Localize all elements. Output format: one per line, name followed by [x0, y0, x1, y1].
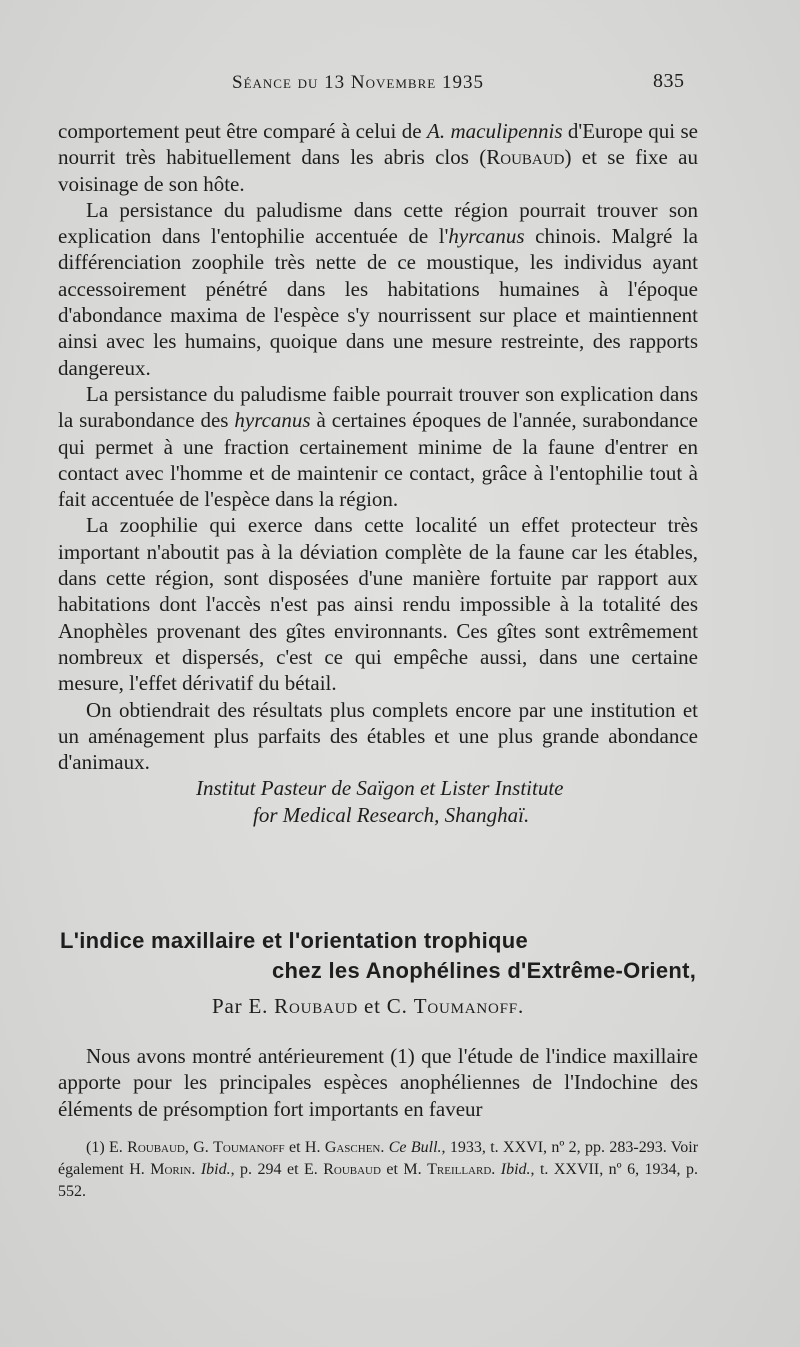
author-citation: Roubaud: [486, 145, 565, 170]
footnote-author: Morin: [150, 1161, 192, 1178]
footnote-author: Roubaud: [323, 1161, 381, 1178]
footnote-m: , p. 294 et E.: [230, 1161, 324, 1178]
paragraph-5-text: On obtiendrait des résultats plus complets encore par une institution et un aménagement plus parfaits des étables et une plus grande abondance d'animaux.: [58, 697, 698, 775]
paragraph-2: [58, 197, 698, 381]
footnote: [58, 1137, 698, 1203]
author-2: Toumanoff: [413, 994, 518, 1018]
paragraph-2-text-c: chinois. Malgré la différenciation zoophile très nette de ce moustique, les individus ayant accessoirement pénétré dans les habitations humaines à l'époque d'abondance maxima de l'espèce s'y nourrissent sur place et maintiennent ainsi avec les humains, quoique dans une mesure restreinte, des rapports dangereux.: [58, 224, 698, 380]
footnote-author: Gaschen: [324, 1139, 381, 1156]
author-1: Roubaud: [274, 994, 358, 1018]
species-name: hyrcanus: [448, 224, 525, 249]
footnote-i: , 1933, t. XXVI, nº 2, pp. 283-293. Voir également H.: [58, 1139, 699, 1178]
footnote-g: .: [380, 1139, 389, 1156]
footnote-author: Treillard: [427, 1161, 492, 1178]
paragraph-1-text-e: ) et se fixe au voisinage de son hôte.: [58, 145, 698, 196]
paragraph-4-text: La zoophilie qui exerce dans cette localité un effet protecteur très important n'aboutit pas à la déviation complète de la faune car les étables, dans cette région, sont disposées d'une manière fortuite par rapport aux habitations dont l'accès n'est pas ainsi rendu impossible à la totalité des Anophèles provenant des gîtes environnants. Ces gîtes sont extrêmement nombreux et dispersés, c'est ce qui empêche aussi, dans une certaine mesure, l'effet dérivatif du bétail.: [58, 513, 698, 696]
footnote-ibid: Ibid.: [500, 1161, 531, 1178]
paragraph-3-text-a: La persistance du paludisme faible pourrait trouver son explication dans la surabondance des: [58, 381, 698, 433]
byline: [212, 994, 524, 1019]
article-title: [60, 926, 740, 986]
footnote-s: , t. XXVII, nº 6, 1934, p. 552.: [58, 1161, 699, 1200]
paragraph-2-text-a: La persistance du paludisme dans cette région pourrait trouver son explication dans l'entophilie accentuée de l': [58, 197, 698, 249]
footnote-a: (1) E.: [86, 1139, 128, 1156]
footnote-journal: Ce Bull.: [388, 1139, 442, 1156]
paragraph-1: [58, 118, 698, 197]
paragraph-5: [58, 697, 698, 776]
species-name: A. maculipennis: [427, 119, 563, 143]
running-title: Séance du 13 Novembre 1935: [232, 72, 484, 93]
paragraph-1-text-c: d'Europe qui se nourrit très habituellement dans les abris clos (: [58, 119, 698, 170]
running-head: [0, 70, 800, 100]
article-title-line-1: L'indice maxillaire et l'orientation trophique: [60, 928, 529, 953]
footnote-author: Roubaud: [127, 1139, 185, 1156]
page-number: 835: [653, 70, 685, 92]
footnote-e: et H.: [284, 1139, 325, 1156]
footnote-o: et M.: [380, 1161, 428, 1178]
byline-prefix: Par E.: [212, 994, 275, 1018]
byline-mid: et C.: [357, 994, 414, 1018]
signature-line-1: Institut Pasteur de Saïgon et Lister Institute: [196, 776, 564, 801]
article-title-line-2: chez les Anophélines d'Extrême-Orient,: [272, 958, 697, 983]
paragraph-3-text-c: à certaines époques de l'année, surabondance qui permet à une fraction certainement minime de la faune d'entrer en contact avec l'homme et de maintenir ce contact, grâce à l'entophilie tout à fait accentuée de l'espèce dans la région.: [58, 408, 698, 512]
paragraph-4: [58, 512, 698, 696]
footnote-ibid: Ibid.: [200, 1161, 231, 1178]
footnote-c: , G.: [184, 1139, 214, 1156]
paragraph-3: [58, 381, 698, 512]
byline-suffix: .: [517, 994, 524, 1018]
paragraph-1-text-a: comportement peut être comparé à celui de: [58, 119, 428, 143]
signature-line-2: for Medical Research, Shanghaï.: [253, 802, 530, 827]
footnote-k: .: [191, 1161, 201, 1178]
footnote-q: .: [491, 1161, 501, 1178]
species-name: hyrcanus: [234, 408, 311, 433]
body-text: [58, 118, 698, 828]
article-body: Nous avons montré antérieurement (1) que l'étude de l'indice maxillaire apporte pour les principales espèces anophéliennes de l'Indochine des éléments de présomption fort importants en faveur: [58, 1044, 698, 1121]
footnote-author: Toumanoff: [213, 1139, 285, 1156]
